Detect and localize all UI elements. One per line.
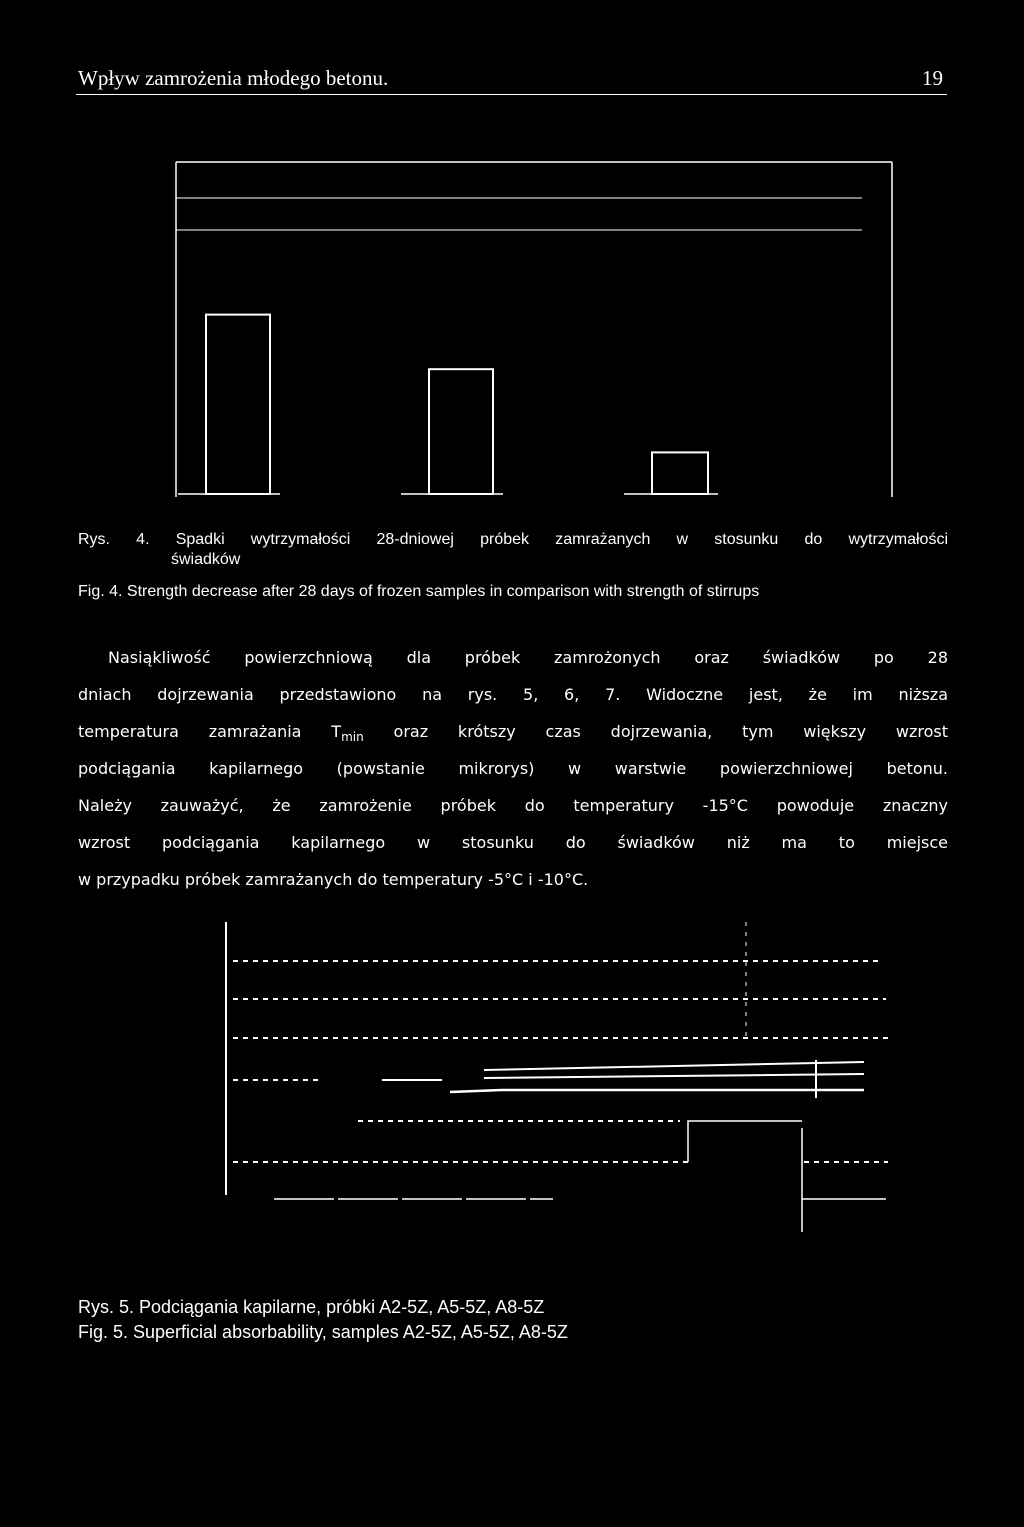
fig5-series-line: [484, 1062, 864, 1070]
fig5-series-line: [484, 1074, 864, 1078]
paragraph-line: podciągania kapilarnego (powstanie mikrorys) w warstwie powierzchniowej betonu.: [78, 759, 948, 778]
fig4-bar: [206, 315, 270, 494]
paragraph-line: Należy zauważyć, że zamrożenie próbek do temperatury -15°C powoduje znaczny: [78, 796, 948, 815]
subscript-min: min: [341, 730, 364, 745]
fig5-series-line: [450, 1090, 864, 1092]
paragraph-line: wzrost podciągania kapilarnego w stosunku do świadków niż ma to miejsce: [78, 833, 948, 852]
paragraph-text: oraz krótszy czas dojrzewania, tym większy wzrost: [363, 722, 949, 741]
fig5-series-line: [688, 1121, 802, 1162]
figure-5-caption-english: Fig. 5. Superficial absorbability, samples A2-5Z, A5-5Z, A8-5Z: [78, 1322, 568, 1342]
paragraph-line: w przypadku próbek zamrażanych do temperatury -5°C i -10°C.: [78, 870, 589, 889]
figure-4-caption-polish: [78, 530, 948, 570]
page-number: 19: [922, 66, 943, 90]
paragraph-text: temperatura zamrażania T: [78, 722, 342, 741]
paragraph-line-with-subscript: [78, 720, 948, 749]
figure-5-caption-polish: Rys. 5. Podciągania kapilarne, próbki A2-5Z, A5-5Z, A8-5Z: [78, 1297, 545, 1317]
figure-4-caption-polish-line: Rys. 4. Spadki wytrzymałości 28-dniowej próbek zamrażanych w stosunku do wytrzymałości: [78, 531, 948, 548]
paragraph-line: dniach dojrzewania przedstawiono na rys. 5, 6, 7. Widoczne jest, że im niższa: [78, 685, 948, 704]
paragraph-line: Nasiąkliwość powierzchniową dla próbek zamrożonych oraz świadków po 28: [108, 648, 948, 667]
figure-4-caption-english: Fig. 4. Strength decrease after 28 days of frozen samples in comparison with strength of stirrups: [78, 583, 760, 600]
fig4-bar: [652, 452, 708, 494]
figure-4-caption-polish-continued: świadków: [171, 551, 241, 568]
fig4-bar: [429, 369, 493, 494]
running-title: Wpływ zamrożenia młodego betonu.: [78, 66, 389, 90]
